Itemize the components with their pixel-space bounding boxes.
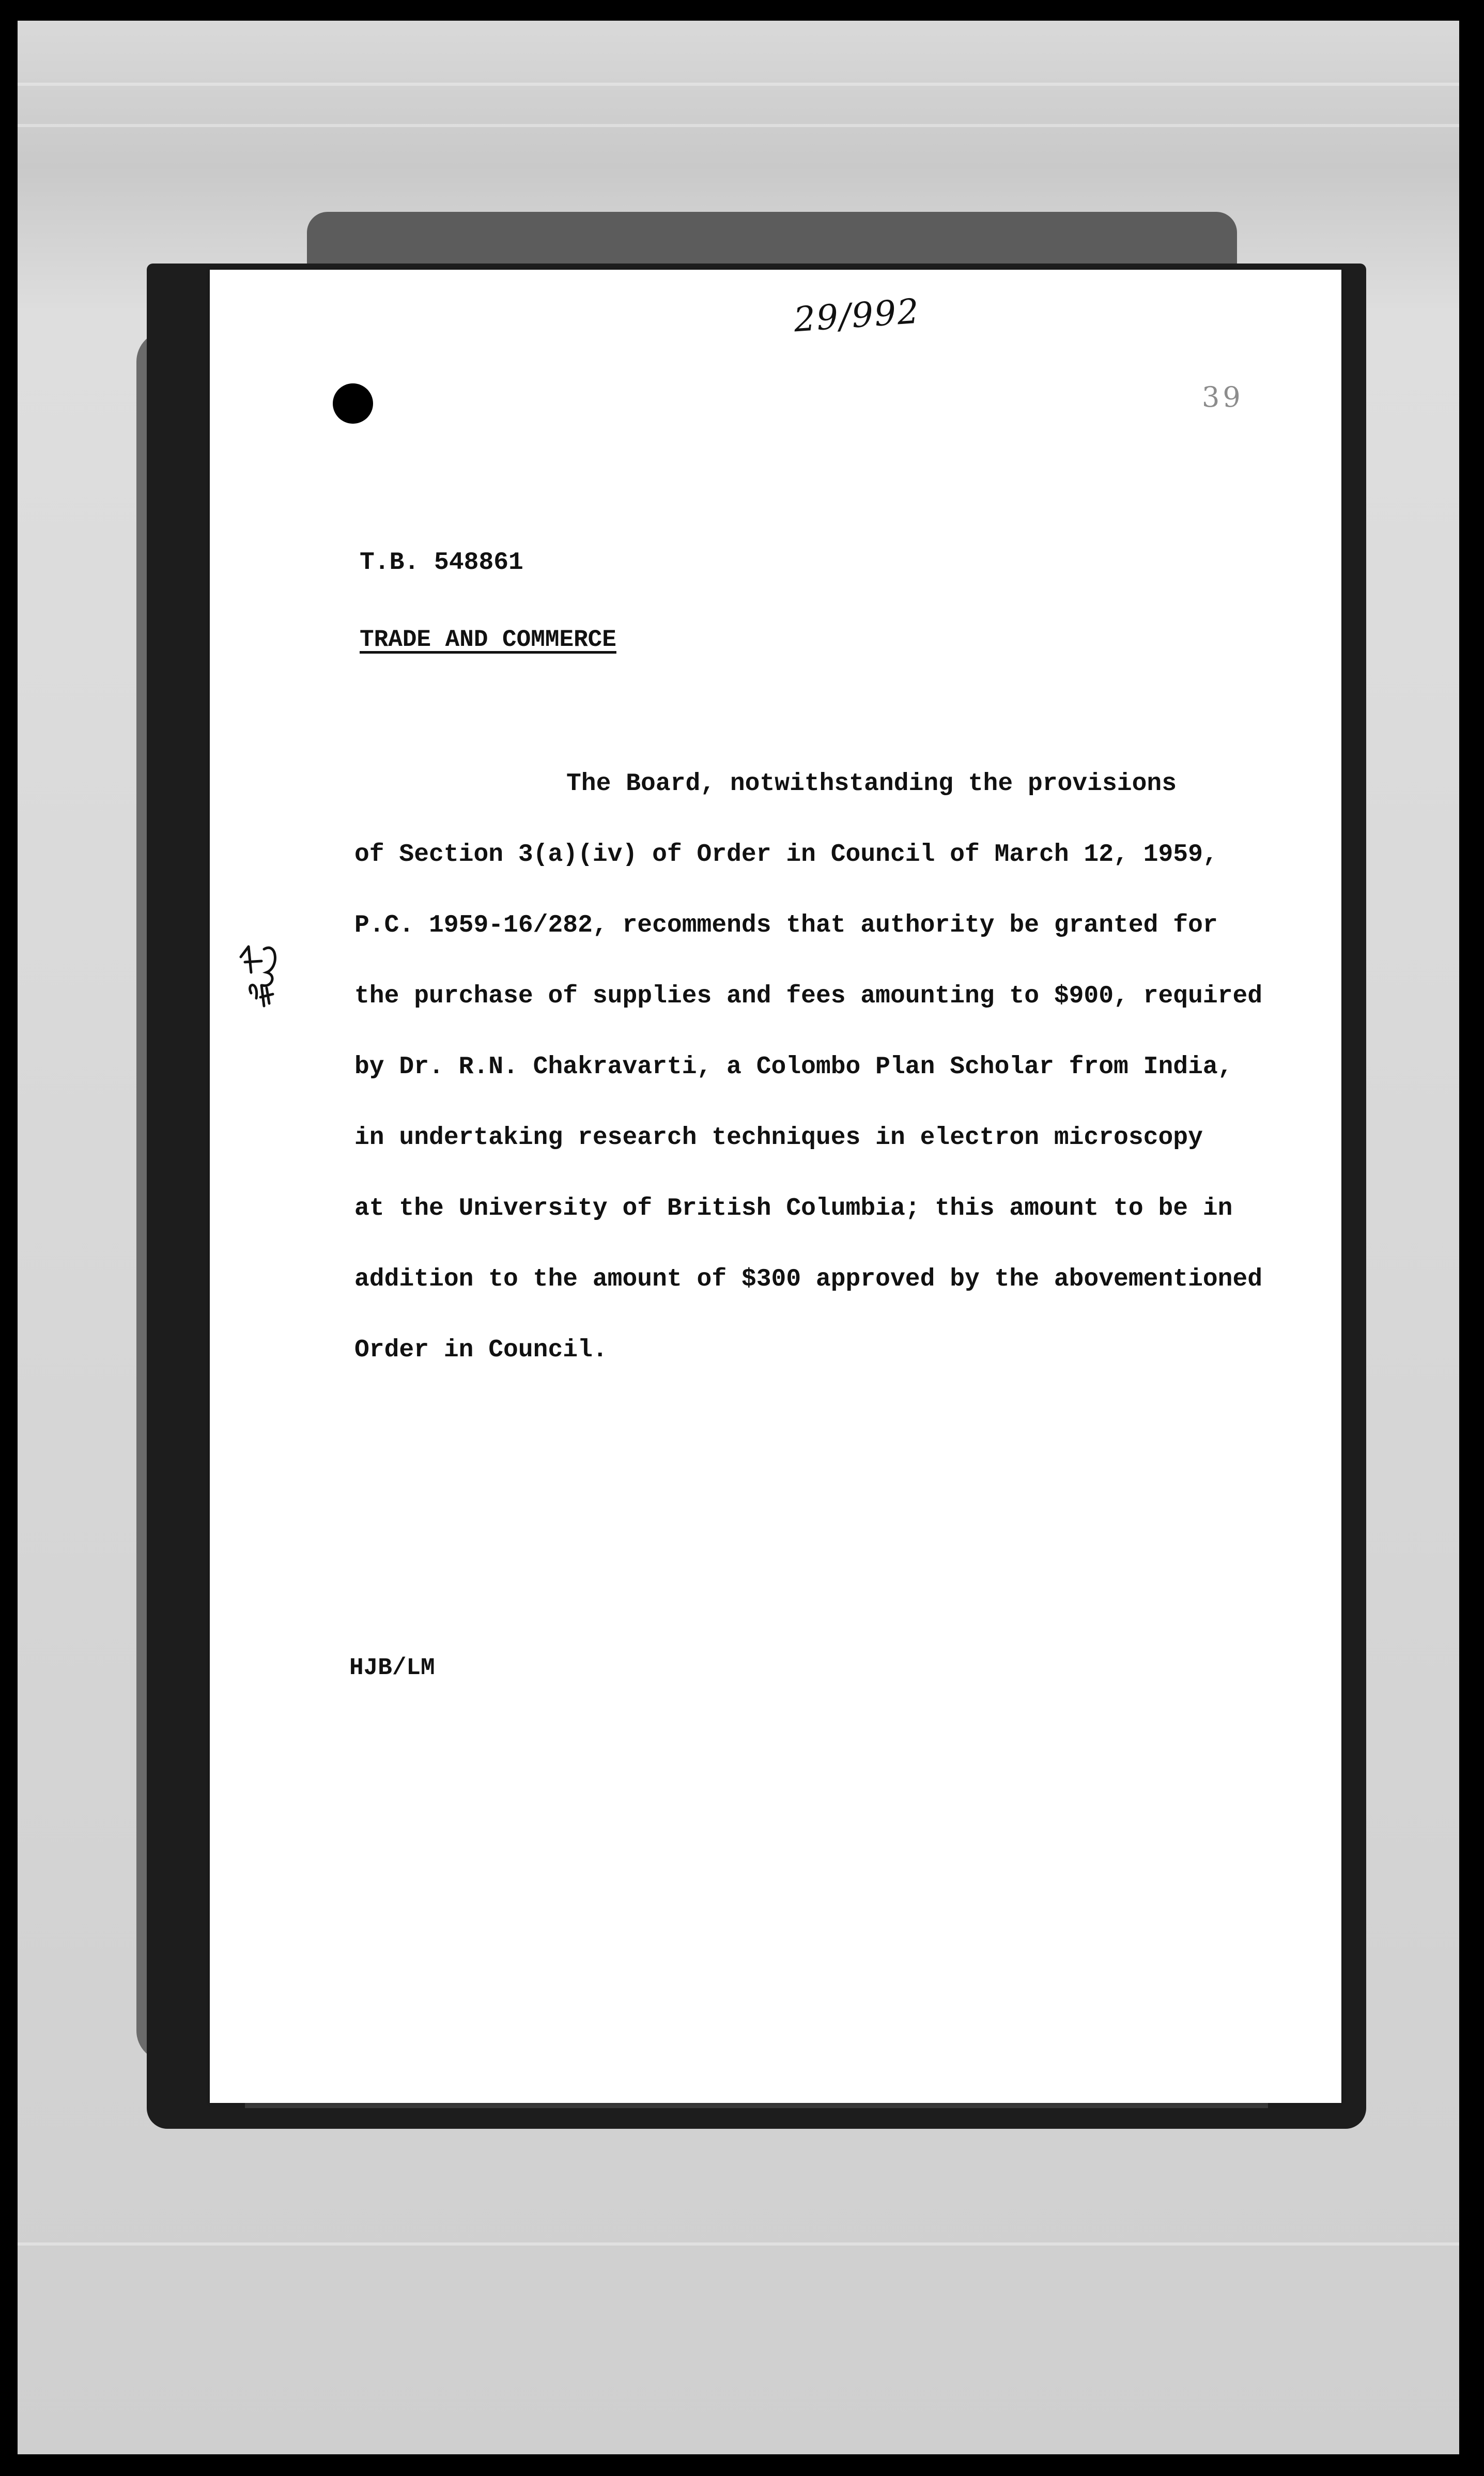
punch-hole — [333, 383, 373, 424]
typewritten-page — [210, 270, 1341, 2103]
typist-initials: HJB/LM — [349, 1654, 435, 1681]
body-line: The Board, notwithstanding the provisions — [566, 770, 1177, 798]
body-line: Order in Council. — [354, 1336, 608, 1364]
department-heading: TRADE AND COMMERCE — [360, 626, 616, 653]
body-line: of Section 3(a)(iv) of Order in Council of March 12, 1959, — [354, 841, 1218, 869]
body-line: at the University of British Columbia; this amount to be in — [354, 1195, 1233, 1222]
body-line: addition to the amount of $300 approved by the abovementioned — [354, 1265, 1263, 1293]
microfilm-frame — [18, 21, 1459, 2454]
film-streak — [18, 83, 1459, 86]
body-line: P.C. 1959-16/282, recommends that authority be granted for — [354, 911, 1218, 939]
handwritten-file-number: 29/992 — [792, 291, 921, 340]
body-line: the purchase of supplies and fees amounting to $900, required — [354, 982, 1263, 1010]
page-number: 39 — [1202, 381, 1244, 413]
body-line: in undertaking research techniques in electron microscopy — [354, 1124, 1203, 1152]
film-streak — [18, 124, 1459, 127]
treasury-board-number: T.B. 548861 — [360, 549, 523, 577]
resolution-body — [354, 768, 1326, 1405]
body-line: by Dr. R.N. Chakravarti, a Colombo Plan Scholar from India, — [354, 1053, 1233, 1081]
margin-initials-mark — [230, 936, 298, 1014]
film-streak — [18, 2242, 1459, 2246]
